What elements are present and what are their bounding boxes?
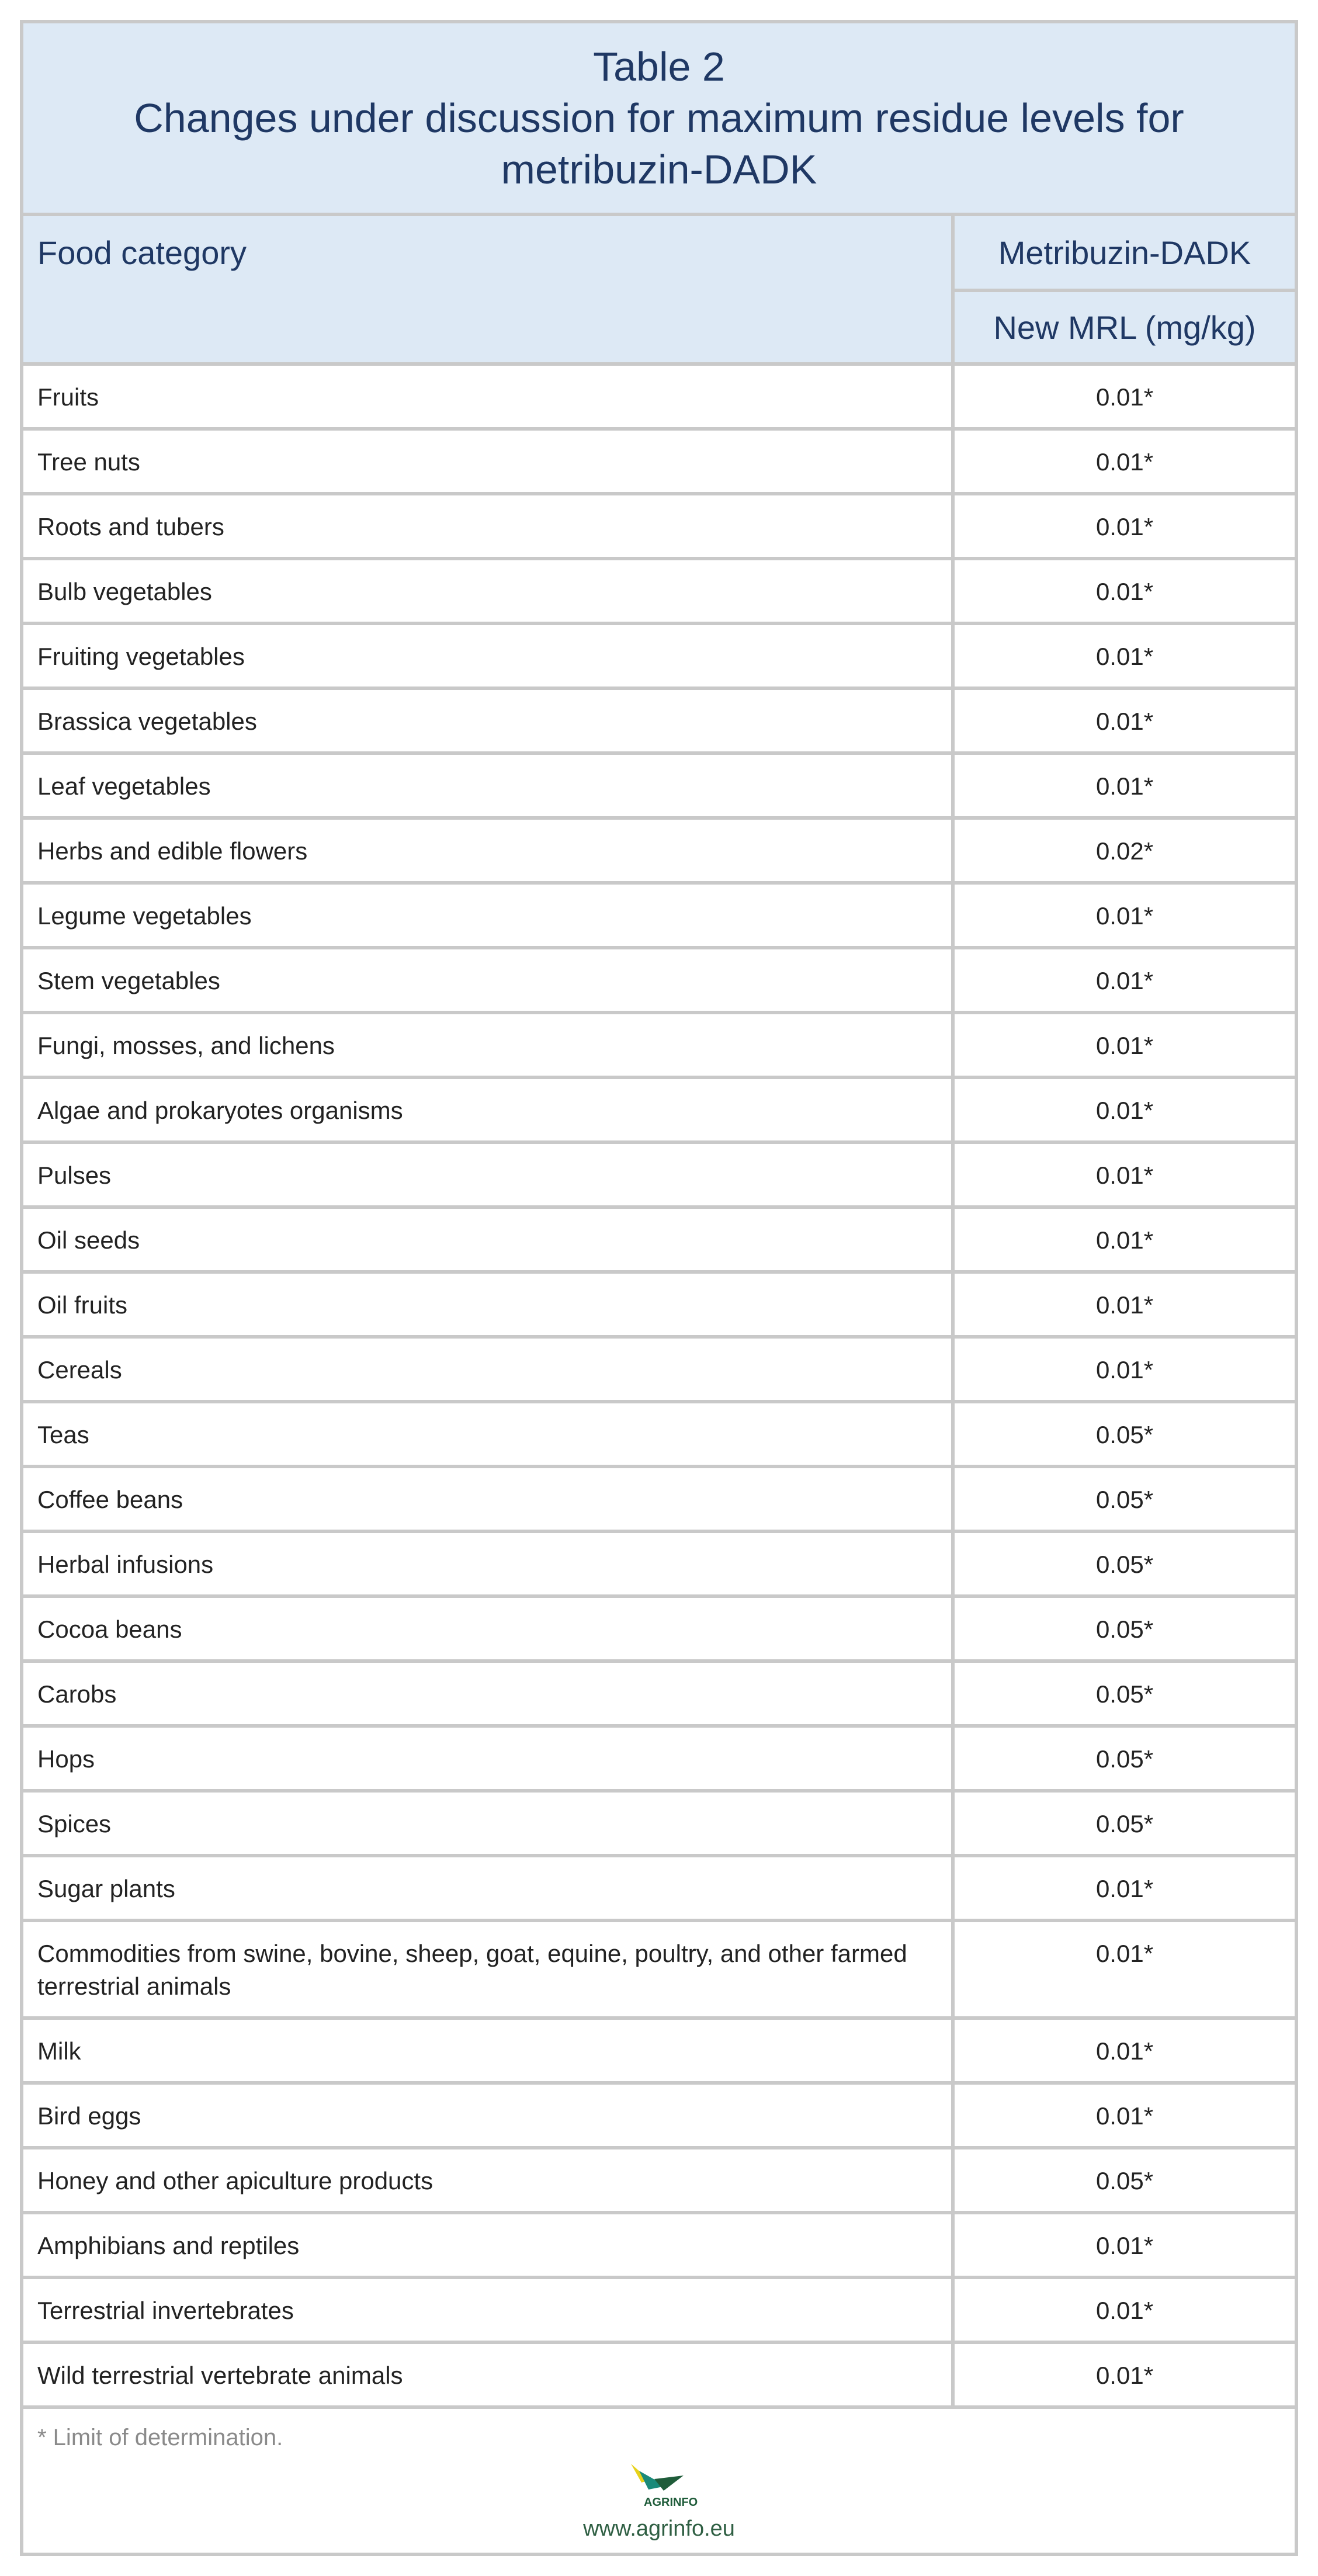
- table-row: [23, 1857, 1295, 1922]
- mrl-value-cell: 0.01*: [1095, 1940, 1154, 1967]
- table-row: [23, 2344, 1295, 2409]
- table-row: [23, 1339, 1295, 1403]
- footnote: * Limit of determination.: [37, 2425, 283, 2450]
- food-category-cell: Amphibians and reptiles: [37, 2232, 300, 2259]
- food-category-cell: Fruiting vegetables: [37, 643, 245, 670]
- mrl-value-cell: 0.05*: [1095, 1680, 1154, 1708]
- food-category-cell: Bird eggs: [37, 2102, 141, 2130]
- table-row: [23, 2085, 1295, 2149]
- food-category-cell: Bulb vegetables: [37, 578, 212, 605]
- table-row: [23, 1663, 1295, 1728]
- mrl-value-cell: 0.01*: [1095, 1356, 1154, 1384]
- mrl-value-cell: 0.05*: [1095, 1486, 1154, 1513]
- table-row: [23, 2020, 1295, 2085]
- mrl-value-cell: 0.05*: [1095, 1421, 1154, 1448]
- table-caption-line-1: Changes under discussion for maximum residue levels for: [134, 95, 1184, 141]
- mrl-value-cell: 0.05*: [1095, 1745, 1154, 1773]
- food-category-cell: Cereals: [37, 1356, 122, 1384]
- mrl-value-cell: 0.01*: [1095, 2362, 1154, 2389]
- mrl-value-cell: 0.01*: [1095, 708, 1154, 735]
- food-category-cell: Algae and prokaryotes organisms: [37, 1097, 403, 1124]
- mrl-value-cell: 0.01*: [1095, 1162, 1154, 1189]
- table-row: [23, 495, 1295, 560]
- table-row: [23, 366, 1295, 431]
- mrl-value-cell: 0.01*: [1095, 1291, 1154, 1319]
- header-new-mrl: [955, 292, 1295, 362]
- mrl-value-cell: 0.01*: [1095, 1226, 1154, 1254]
- table-row: [23, 2214, 1295, 2279]
- table-row: [23, 1922, 1295, 2020]
- mrl-value-cell: 0.01*: [1095, 578, 1154, 605]
- mrl-value-cell: 0.01*: [1095, 772, 1154, 800]
- table-row: [23, 1209, 1295, 1274]
- table-frame: [20, 20, 1298, 2556]
- mrl-value-cell: 0.05*: [1095, 1615, 1154, 1643]
- table-row: [23, 1793, 1295, 1857]
- mrl-value-cell: 0.01*: [1095, 1032, 1154, 1059]
- food-category-cell: Herbs and edible flowers: [37, 837, 308, 865]
- mrl-value-cell: 0.05*: [1095, 1810, 1154, 1837]
- food-category-cell: Terrestrial invertebrates: [37, 2297, 294, 2324]
- food-category-cell: Coffee beans: [37, 1486, 183, 1513]
- food-category-cell: Oil seeds: [37, 1226, 140, 1254]
- food-category-cell: Sugar plants: [37, 1875, 175, 1902]
- food-category-cell: Commodities from swine, bovine, sheep, goat, equine, poultry, and other farmed terrestrial animals: [37, 1940, 907, 2000]
- mrl-value-cell: 0.05*: [1095, 2167, 1154, 2194]
- table-row: [23, 431, 1295, 495]
- table-row: [23, 1728, 1295, 1793]
- website-link[interactable]: www.agrinfo.eu: [583, 2516, 735, 2541]
- food-category-cell: Pulses: [37, 1162, 112, 1189]
- table-row: [23, 1403, 1295, 1468]
- table-row: [23, 1274, 1295, 1339]
- food-category-cell: Herbal infusions: [37, 1551, 214, 1578]
- header-substance: [955, 216, 1295, 289]
- table-number: Table 2: [593, 44, 725, 89]
- food-category-cell: Legume vegetables: [37, 902, 252, 930]
- logo-wordmark: AGRINFO: [644, 2496, 698, 2509]
- food-category-cell: Roots and tubers: [37, 513, 224, 540]
- table-row: [23, 755, 1295, 820]
- food-category-cell: Oil fruits: [37, 1291, 128, 1319]
- header-new-mrl-label: New MRL (mg/kg): [993, 308, 1256, 346]
- food-category-cell: Wild terrestrial vertebrate animals: [37, 2362, 403, 2389]
- mrl-value-cell: 0.05*: [1095, 1551, 1154, 1578]
- table-body: [23, 366, 1295, 2409]
- food-category-cell: Carobs: [37, 1680, 117, 1708]
- mrl-value-cell: 0.01*: [1095, 2232, 1154, 2259]
- food-category-cell: Stem vegetables: [37, 967, 220, 994]
- food-category-cell: Fungi, mosses, and lichens: [37, 1032, 335, 1059]
- mrl-value-cell: 0.01*: [1095, 513, 1154, 540]
- mrl-value-cell: 0.01*: [1095, 967, 1154, 994]
- table-row: [23, 820, 1295, 885]
- table-row: [23, 1533, 1295, 1598]
- table-row: [23, 1468, 1295, 1533]
- food-category-cell: Brassica vegetables: [37, 708, 257, 735]
- mrl-value-cell: 0.01*: [1095, 1875, 1154, 1902]
- mrl-value-cell: 0.01*: [1095, 902, 1154, 930]
- food-category-cell: Tree nuts: [37, 448, 140, 476]
- food-category-cell: Fruits: [37, 383, 99, 411]
- food-category-cell: Spices: [37, 1810, 112, 1837]
- food-category-cell: Milk: [37, 2037, 81, 2065]
- table-caption-line-2: metribuzin-DADK: [501, 147, 817, 192]
- food-category-cell: Honey and other apiculture products: [37, 2167, 433, 2194]
- mrl-value-cell: 0.01*: [1095, 1097, 1154, 1124]
- mrl-value-cell: 0.01*: [1095, 2102, 1154, 2130]
- food-category-cell: Hops: [37, 1745, 95, 1773]
- mrl-value-cell: 0.01*: [1095, 2297, 1154, 2324]
- table-row: [23, 2279, 1295, 2344]
- table-row: [23, 690, 1295, 755]
- table-row: [23, 2149, 1295, 2214]
- mrl-value-cell: 0.01*: [1095, 643, 1154, 670]
- table-row: [23, 949, 1295, 1014]
- header-food-category: Food category: [37, 234, 247, 271]
- table-title: [23, 23, 1295, 216]
- mrl-value-cell: 0.01*: [1095, 2037, 1154, 2065]
- mrl-value-cell: 0.01*: [1095, 383, 1154, 411]
- table-header: [23, 216, 1295, 366]
- food-category-cell: Leaf vegetables: [37, 772, 211, 800]
- food-category-cell: Cocoa beans: [37, 1615, 182, 1643]
- mrl-value-cell: 0.01*: [1095, 448, 1154, 476]
- table-row: [23, 1014, 1295, 1079]
- table-row: [23, 1144, 1295, 1209]
- mrl-value-cell: 0.02*: [1095, 837, 1154, 865]
- food-category-cell: Teas: [37, 1421, 89, 1448]
- table-row: [23, 1598, 1295, 1663]
- table-row: [23, 1079, 1295, 1144]
- header-substance-label: Metribuzin-DADK: [998, 234, 1251, 271]
- table-row: [23, 560, 1295, 625]
- table-row: [23, 885, 1295, 949]
- table-row: [23, 625, 1295, 690]
